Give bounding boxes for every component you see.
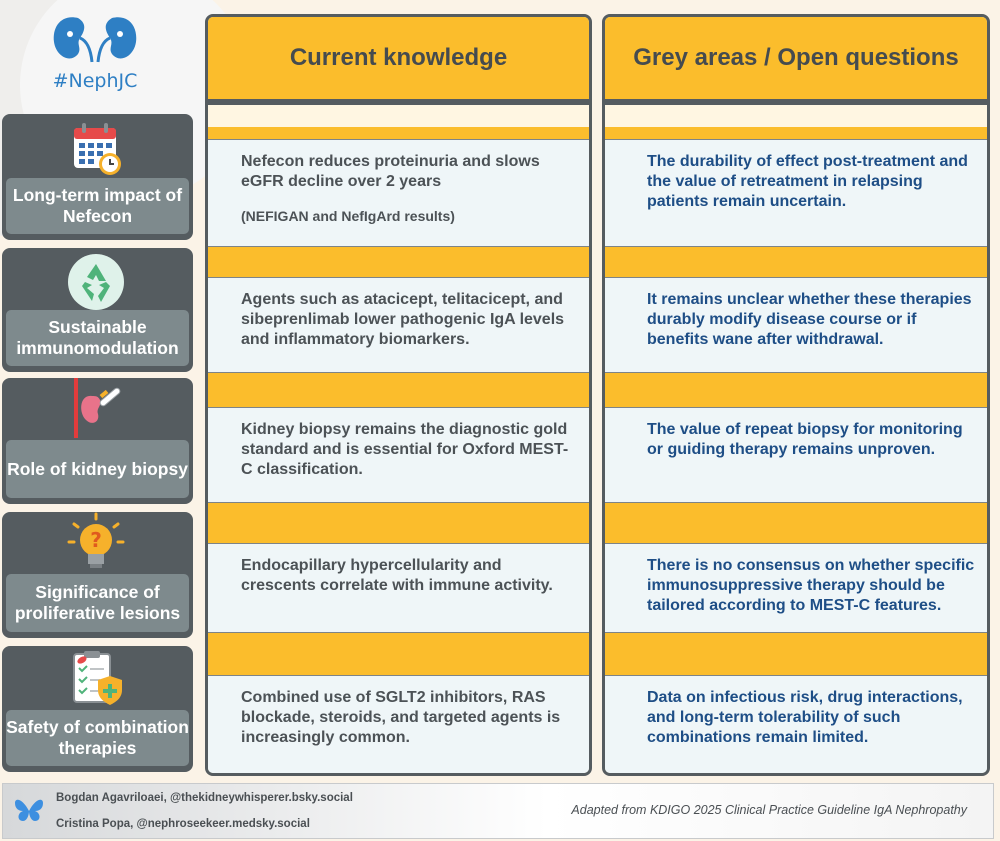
grey-cell-3 [605, 407, 987, 503]
grey-text: Data on infectious risk, drug interactions, and long-term tolerability of such combinations remain limited. [647, 689, 963, 746]
author-credit-2: Cristina Popa, @nephroseekeer.medsky.social [56, 818, 310, 830]
stripe [208, 503, 589, 543]
current-text: Nefecon reduces proteinuria and slows eGFR decline over 2 years [241, 153, 540, 190]
row-card-combination [2, 646, 193, 772]
footer [2, 783, 994, 839]
grey-text: The durability of effect post-treatment and the value of retreatment in relapsing patients remain uncertain. [647, 153, 968, 210]
current-cell-5 [208, 675, 589, 776]
author-credit-1: Bogdan Agavriloaei, @thekidneywhisperer.bsky.social [56, 792, 353, 804]
current-cell-1 [208, 139, 589, 247]
svg-text:?: ? [90, 528, 102, 552]
brand-hashtag: #NephJC [52, 70, 138, 92]
row-card-immunomodulation [2, 248, 193, 372]
stripe [605, 503, 987, 543]
butterfly-icon [13, 797, 45, 825]
grey-cell-2 [605, 277, 987, 373]
current-cell-4 [208, 543, 589, 633]
grey-text: The value of repeat biopsy for monitoring or guiding therapy remains unproven. [647, 421, 963, 458]
current-text: Kidney biopsy remains the diagnostic gold standard and is essential for Oxford MEST-C classification. [241, 421, 569, 478]
grey-text: It remains unclear whether these therapies durably modify disease course or if benefits wane after withdrawal. [647, 291, 972, 348]
stripe [208, 373, 589, 407]
stripe [605, 633, 987, 675]
source-citation: Adapted from KDIGO 2025 Clinical Practice Guideline IgA Nephropathy [571, 803, 967, 817]
stripe [208, 633, 589, 675]
row-label: Sustainable immunomodulation [6, 310, 189, 366]
grey-cell-4 [605, 543, 987, 633]
row-label: Safety of combination therapies [6, 710, 189, 766]
row-label: Role of kidney biopsy [6, 440, 189, 498]
row-card-biopsy [2, 378, 193, 504]
current-note: (NEFIGAN and NefIgArd results) [241, 208, 455, 224]
stripe [208, 247, 589, 277]
grey-text: There is no consensus on whether specific immunosuppressive therapy should be tailored according to MEST-C features. [647, 557, 975, 614]
grey-areas-column [602, 14, 990, 776]
grey-areas-header: Grey areas / Open questions [605, 17, 987, 105]
kidney-logo-icon [40, 12, 150, 68]
kidney-biopsy-icon [66, 378, 126, 438]
stripe [605, 247, 987, 277]
grey-cell-5 [605, 675, 987, 776]
current-knowledge-header: Current knowledge [208, 17, 589, 105]
row-label: Long-term impact of Nefecon [6, 178, 189, 234]
calendar-clock-icon [66, 118, 126, 178]
current-text: Agents such as atacicept, telitacicept, and sibeprenlimab lower pathogenic IgA levels and inflammatory biomarkers. [241, 291, 565, 348]
row-card-nefecon [2, 114, 193, 240]
stripe [605, 127, 987, 139]
grey-cell-1 [605, 139, 987, 247]
stripe [605, 373, 987, 407]
row-label: Significance of proliferative lesions [6, 574, 189, 632]
nephjc-logo [40, 12, 150, 107]
current-cell-2 [208, 277, 589, 373]
clipboard-shield-icon [66, 648, 126, 708]
row-card-lesions [2, 512, 193, 638]
current-text: Endocapillary hypercellularity and crescents correlate with immune activity. [241, 557, 553, 594]
current-knowledge-column [205, 14, 592, 776]
current-text: Combined use of SGLT2 inhibitors, RAS blockade, steroids, and targeted agents is increasingly common. [241, 689, 561, 746]
lightbulb-question-icon [66, 512, 126, 572]
recycle-icon [66, 252, 126, 312]
current-cell-3 [208, 407, 589, 503]
stripe [208, 127, 589, 139]
